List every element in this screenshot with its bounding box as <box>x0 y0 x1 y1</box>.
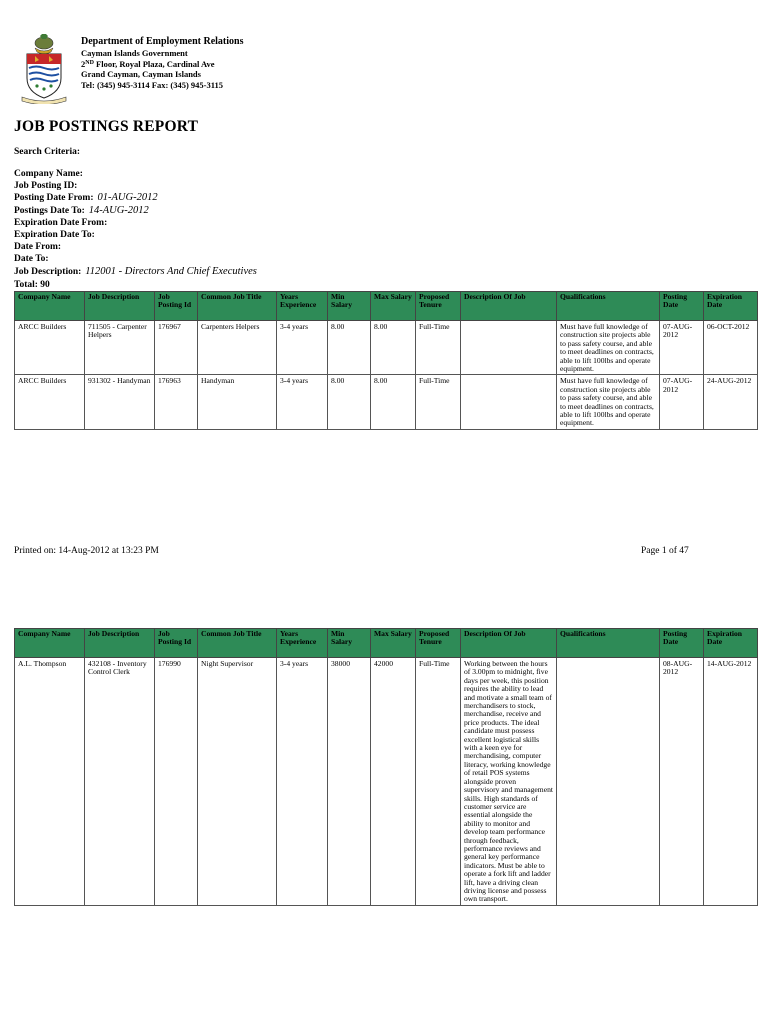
cell-max-salary: 8.00 <box>371 375 416 429</box>
criteria-expiration-date-from <box>14 217 257 229</box>
column-header-proposed-tenure: Proposed Tenure <box>416 629 461 658</box>
cell-expiration-date: 06-OCT-2012 <box>704 321 758 375</box>
cell-job-posting-id: 176967 <box>155 321 198 375</box>
criteria-label: Date To: <box>14 254 49 265</box>
cell-company-name: A.L. Thompson <box>15 658 85 906</box>
column-header-qualifications: Qualifications <box>557 629 660 658</box>
printed-on-text: Printed on: 14-Aug-2012 at 13:23 PM <box>14 546 159 556</box>
criteria-label: Job Description: <box>14 266 82 277</box>
criteria-label: Job Posting ID: <box>14 181 78 192</box>
column-header-expiration-date: Expiration Date <box>704 629 758 658</box>
column-header-description-of-job: Description Of Job <box>461 629 557 658</box>
column-header-company-name: Company Name <box>15 292 85 321</box>
column-header-posting-date: Posting Date <box>660 292 704 321</box>
report-title: JOB POSTINGS REPORT <box>14 118 199 135</box>
column-header-min-salary: Min Salary <box>328 292 371 321</box>
address-line <box>81 59 243 70</box>
criteria-date-to <box>14 253 257 265</box>
criteria-value: 112001 - Directors And Chief Executives <box>85 265 257 277</box>
cell-years-experience: 3-4 years <box>277 321 328 375</box>
job-postings-table-page1 <box>14 291 758 430</box>
criteria-expiration-date-to <box>14 229 257 241</box>
cell-common-job-title: Handyman <box>198 375 277 429</box>
cell-min-salary: 8.00 <box>328 321 371 375</box>
job-postings-table-page2 <box>14 628 758 906</box>
cell-min-salary: 8.00 <box>328 375 371 429</box>
criteria-value: 01-AUG-2012 <box>97 192 158 204</box>
column-header-years-experience: Years Experience <box>277 292 328 321</box>
cell-expiration-date: 24-AUG-2012 <box>704 375 758 429</box>
criteria-label: Expiration Date From: <box>14 217 108 228</box>
floor-ordinal: ND <box>85 59 94 66</box>
cell-proposed-tenure: Full-Time <box>416 375 461 429</box>
cell-years-experience: 3-4 years <box>277 658 328 906</box>
column-header-common-job-title: Common Job Title <box>198 292 277 321</box>
cell-posting-date: 07-AUG-2012 <box>660 375 704 429</box>
cell-description-of-job <box>461 321 557 375</box>
cell-proposed-tenure: Full-Time <box>416 658 461 906</box>
criteria-label: Expiration Date To: <box>14 230 95 241</box>
cell-common-job-title: Carpenters Helpers <box>198 321 277 375</box>
table-header-row <box>15 292 758 321</box>
address-city: Grand Cayman, Cayman Islands <box>81 69 201 80</box>
organization-block <box>81 36 243 90</box>
government-name: Cayman Islands Government <box>81 48 188 58</box>
cell-common-job-title: Night Supervisor <box>198 658 277 906</box>
criteria-label: Posting Date From: <box>14 193 94 204</box>
search-criteria-heading: Search Criteria: <box>14 147 81 157</box>
cell-description-of-job <box>461 375 557 429</box>
criteria-date-from <box>14 241 257 253</box>
column-header-description-of-job: Description Of Job <box>461 292 557 321</box>
column-header-years-experience: Years Experience <box>277 629 328 658</box>
cell-company-name: ARCC Builders <box>15 375 85 429</box>
department-name: Department of Employment Relations <box>81 36 244 47</box>
criteria-label: Postings Date To: <box>14 205 85 216</box>
column-header-job-posting-id: Job Posting Id <box>155 292 198 321</box>
column-header-min-salary: Min Salary <box>328 629 371 658</box>
criteria-posting-date-from <box>14 192 257 204</box>
cell-description-of-job: Working between the hours of 3.00pm to midnight, five days per week, this position requires the ability to lead and motivate a small team of merchandisers to stock, merchandise, receive and price products. The ideal candidate must possess excellent logistical skills with a keen eye for merchandising, computer literacy, working knowledge of retail POS systems alongside proven supervisory and management skills. High standards of customer service are essential alongside the ability to monitor and develop team performance through feedback, performance reviews and general key performance indicators. Must be able to operate a fork lift and ladder lift, have a driving clean driving license and possess own transport. <box>461 658 557 906</box>
search-criteria-list <box>14 168 257 278</box>
cayman-coat-of-arms-icon <box>18 34 70 104</box>
cell-job-posting-id: 176963 <box>155 375 198 429</box>
criteria-label: Date From: <box>14 242 62 253</box>
table-row <box>15 658 758 906</box>
cell-max-salary: 8.00 <box>371 321 416 375</box>
column-header-qualifications: Qualifications <box>557 292 660 321</box>
table-row <box>15 375 758 429</box>
cell-min-salary: 38000 <box>328 658 371 906</box>
cell-max-salary: 42000 <box>371 658 416 906</box>
column-header-job-posting-id: Job Posting Id <box>155 629 198 658</box>
cell-job-posting-id: 176990 <box>155 658 198 906</box>
page-indicator: Page 1 of 47 <box>641 546 689 556</box>
criteria-postings-date-to <box>14 205 257 217</box>
cell-posting-date: 08-AUG-2012 <box>660 658 704 906</box>
column-header-max-salary: Max Salary <box>371 292 416 321</box>
cell-company-name: ARCC Builders <box>15 321 85 375</box>
column-header-job-description: Job Description <box>85 292 155 321</box>
total-count: Total: 90 <box>14 280 50 290</box>
cell-proposed-tenure: Full-Time <box>416 321 461 375</box>
cell-expiration-date: 14-AUG-2012 <box>704 658 758 906</box>
cell-years-experience: 3-4 years <box>277 375 328 429</box>
cell-posting-date: 07-AUG-2012 <box>660 321 704 375</box>
criteria-label: Company Name: <box>14 169 83 179</box>
column-header-expiration-date: Expiration Date <box>704 292 758 321</box>
column-header-max-salary: Max Salary <box>371 629 416 658</box>
table-header-row <box>15 629 758 658</box>
column-header-company-name: Company Name <box>15 629 85 658</box>
floor-number: 2 <box>81 58 86 69</box>
criteria-job-description <box>14 266 257 278</box>
cell-qualifications <box>557 658 660 906</box>
cell-job-description: 711505 - Carpenter Helpers <box>85 321 155 375</box>
column-header-posting-date: Posting Date <box>660 629 704 658</box>
criteria-job-posting-id <box>14 180 257 192</box>
cell-qualifications: Must have full knowledge of construction site projects able to pass safety course, and able to meet deadlines on contracts, able to lift 100lbs and operate equipment. <box>557 375 660 429</box>
cell-qualifications: Must have full knowledge of construction site projects able to pass safety course, and able to meet deadlines on contracts, able to lift 100lbs and operate equipment. <box>557 321 660 375</box>
criteria-value: 14-AUG-2012 <box>88 204 149 216</box>
cell-job-description: 931302 - Handyman <box>85 375 155 429</box>
table-row <box>15 321 758 375</box>
cell-job-description: 432108 - Inventory Control Clerk <box>85 658 155 906</box>
criteria-company-name <box>14 168 257 180</box>
column-header-common-job-title: Common Job Title <box>198 629 277 658</box>
column-header-proposed-tenure: Proposed Tenure <box>416 292 461 321</box>
address-street: Floor, Royal Plaza, Cardinal Ave <box>96 58 215 69</box>
contact-phone-fax: Tel: (345) 945-3114 Fax: (345) 945-3115 <box>81 79 224 90</box>
column-header-job-description: Job Description <box>85 629 155 658</box>
